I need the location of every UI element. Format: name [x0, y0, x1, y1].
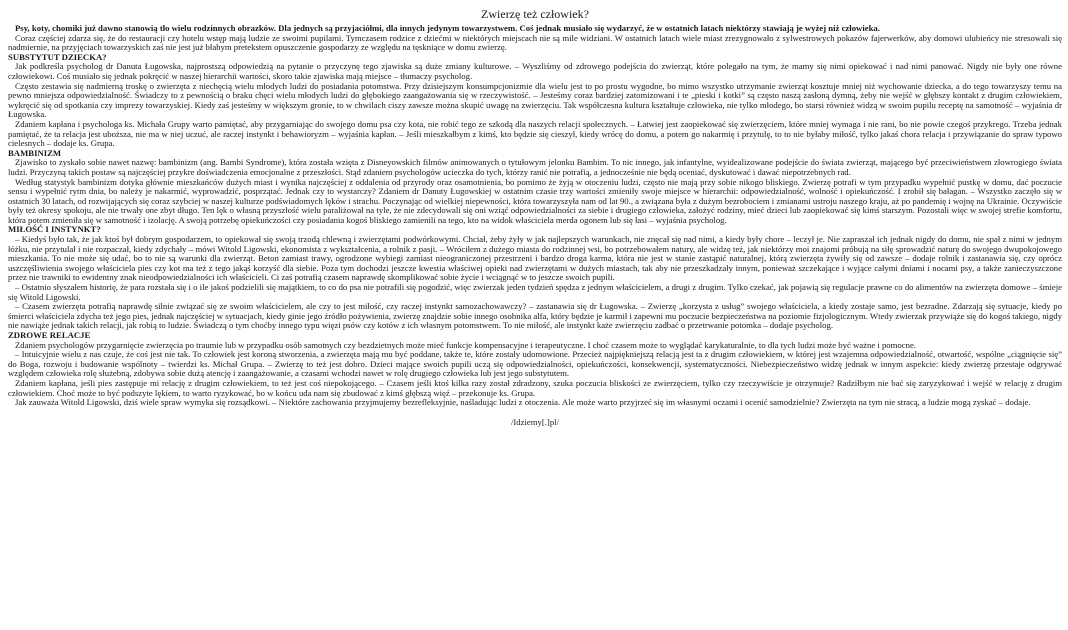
article-paragraph: Jak podkreśla psycholog dr Danuta Ługowska, najprostszą odpowiedzią na pytanie o przyczynę tego zjawiska są duże zmiany kulturowe. – Wyszliśmy od zdrowego podejścia do zwierząt, które polegało na tym, że mamy się nimi opiekować i nad nimi panować. Nigdy nie były one równe człowiekowi. Coś musiało się jednak pokręcić w naszej hierarchii wartości, skoro takie zjawiska mają miejsce – tłumaczy psycholog.	[8, 61, 1062, 81]
section-heading: ZDROWE RELACJE	[8, 330, 91, 340]
page-title: Zwierzę też człowiek?	[481, 7, 589, 21]
article-paragraph: Według statystyk bambinizm dotyka głównie mieszkańców dużych miast i wynika najczęściej z oddalenia od przyrody oraz osamotnienia, bo pomimo że żyją w otoczeniu ludzi, często nie mają przy sobie nikogo bliskiego. Zwierzę potrafi w tym przypadku wypełnić pustkę w domu, dać poczucie sensu i wypełnić rytm dnia, bo należy je nakarmić, wyprowadzić, posprzątać. Jednak czy to wystarczy? Zdaniem dr Danuty Ługowskiej w ostatnim czasie trzy wartości zmieniły swoje miejsce w hierarchii: odpowiedzialność, wolność i opiekuńczość. I zrobił się bałagan. – Wszystko zaczęło się w ostatnich 30 latach, od rozwijających się coraz szybciej w naszej kulturze podświadomych lęków i strachu. Poczynając od wielkiej niepewności, która towarzyszyła nam od lat 90., a związana była z dużym bezrobociem i zmianami ustroju naszego kraju, aż po pandemię i wojnę na Ukrainie. Oczywiście były też okresy spokoju, ale nie trwały one zbyt długo. Ten lęk o własną przyszłość wielu paraliżował na tyle, że nie zdecydowali się oni wziąć odpowiedzialności za siebie i drugiego człowieka, założyć rodziny, mieć dzieci lub zaopiekować się kimś starszym. Pozostali więc w swojej strefie komfortu, która potem zmieniła się w samotność i izolację. A swoją potrzebę opiekuńczości czy posiadania kogoś bliskiego zamienili na tego, kto na widok właściciela merda ogonem lub się łasi – wyjaśnia psycholog.	[8, 176, 1062, 225]
section-heading: MIŁOŚĆ I INSTYNKT?	[8, 224, 101, 235]
article-paragraph: Często zestawia się nadmierną troskę o zwierzęta z niechęcią wielu młodych ludzi do posiadania potomstwa. Przy dzisiejszym konsumpcjonizmie dla wielu jest to po prostu wygodne, bo mimo wszystko utrzymanie zwierząt kosztuje mniej niż wychowanie dziecka, a do tego towarzyszy temu na pewno mniejsza odpowiedzialność. Świadczy to z pewnością o braku chęci wielu młodych ludzi do głębokiego zaangażowania się w rzeczywistość. – Jesteśmy coraz bardziej zatomizowani i te „pieski i kotki” są często naszą zasłoną dymną, żeby nie wejść w głębszy kontakt z drugim człowiekiem, wykręcić się od spotkania czy imprezy towarzyskiej. Kiedy zaś jesteśmy w większym gronie, to w chwilach ciszy zawsze można skupić uwagę na zwierzęciu. Tak współczesna kultura kształtuje człowieka, nie tylko młodego, bo starsi również widzą w swoim pupilu receptę na samotność – wyjaśnia dr Ługowska.	[8, 80, 1062, 120]
article-paragraph: Zdaniem kapłana, jeśli pies zastępuje mi relację z drugim człowiekiem, to też jest coś niepokojącego. – Czasem jeśli ktoś kilka razy został zdradzony, szuka poczucia bliskości ze zwierzęciem, tylko czy rzeczywiście je otrzymuje? Radziłbym nie bać się zaryzykować i wejść w relację z drugim człowiekiem. Choć może to być podszyte lękiem, to warto ryzykować, bo w końcu uda nam się zbudować z kimś głębszą więź – przekonuje ks. Grupa.	[8, 377, 1062, 398]
article-paragraph: – Kiedyś było tak, że jak ktoś był dobrym gospodarzem, to opiekował się swoją trzodą chlewną i zwierzętami podwórkowymi. Chciał, żeby żyły w jak najlepszych warunkach, nie znęcał się nad nimi, a kiedy były chore – leczył je. Nie zapraszał ich jednak nigdy do domu, nie spał z nimi w jednym łóżku, nie przytulał i nie rozpaczał, kiedy zdychały – mówi Witold Ligowski, ekonomista z wykształcenia, a rolnik z pasji. – Wróciłem z dużego miasta do rodzinnej wsi, bo potrzebowałem natury, ale widzę też, jak niektórzy moi znajomi próbują na siłę sprowadzić naturę do swojego dwupokojowego mieszkania. To nie może się udać, bo to nie są warunki dla zwierząt. Beton zamiast trawy, ogrodzone wybiegi zamiast nieograniczonej przestrzeni i bardzo droga karma, która nie jest w stanie zastąpić naturalnej, którą zwierzęta żywiły się od zawsze – dodaje rolnik i zastanawia się, czy oprócz uszczęśliwienia swojego właściciela pies czy kot ma też z tego jakąś korzyść dla siebie. Poza tym dochodzi jeszcze kwestia właściwej opieki nad zwierzętami w dużych miastach, tak aby nie przeszkadzały innym, ponieważ szczekające i wyjące całymi dniami i nocami psy, a także zanieczyszczone przez nie trawniki to ewidentny znak nieodpowiedzialności ich właścicieli. Ci zaś potrafią czasem naprawdę skomplikować sobie życie i wciągnąć w to jeszcze swoich pupili.	[8, 234, 1062, 283]
article-lead: Psy, koty, chomiki już dawno stanowią tło wielu rodzinnych obrazków. Dla jednych są przyjaciółmi, dla innych jedynym towarzystwem. Coś jednak musiało się wydarzyć, że w ostatnich latach niektórzy stawiają je wyżej niż człowieka.	[15, 23, 880, 33]
article-paragraph: – Czasem zwierzęta potrafią naprawdę silnie związać się ze swoim właścicielem, ale czy to jest miłość, czy raczej instynkt samozachowawczy? – zastanawia się dr Ługowska. – Zwierzę „korzysta z usług” swojego właściciela, a kiedy zostaje samo, jest bezradne. Zdarzają się sytuacje, kiedy po śmierci właściciela zdycha też jego pies, jednak najczęściej w sytuacjach, kiedy ginie jego źródło pożywienia, zwierzę znajdzie sobie innego osobnika alfa, który będzie je karmił i zapewni mu poczucie bezpieczeństwa na poziomie fizjologicznym. Wtedy zwierzak przywiąże się do kogoś takiego, nigdy nie nawiąże jednak takich relacji, jak robią to ludzie. Świadczą o tym choćby innego typu więzi psów czy kotów z ich własnym potomstwem. To nie miłość, ale instynkt każe zwierzęciu zadbać o przetrwanie potomka – dodaje psycholog.	[8, 301, 1062, 331]
article-body	[8, 34, 1062, 408]
article-paragraph: – Intuicyjnie wielu z nas czuje, że coś jest nie tak. To człowiek jest koroną stworzenia, a zwierzęta mają mu być poddane, także te, które zostały udomowione. Przecież najpiękniejszą relacją jest ta z drugim człowiekiem, w której jest wzajemna odpowiedzialność, otwartość, wspólne „ciągnięcie się” do Boga, rozwoju i budowanie wspólnoty – twierdzi ks. Michał Grupa. – Zwierzę to też jest dobro. Dzieci mające swoich pupili uczą się odpowiedzialności, opiekuńczości, konsekwencji, systematyczności. Niebezpieczeństwo widzę jednak w innym aspekcie: kiedy zwierzę przestaje odgrywać względem człowieka rolę służebną, zdobywa sobie dużą atencję i zaangażowanie, a czasami wchodzi nawet w rolę drugiego człowieka lub jest jego substytutem.	[8, 349, 1062, 379]
article-paragraph: Zdaniem psychologów przygarnięcie zwierzęcia po traumie lub w przypadku osób samotnych czy bezdzietnych może mieć funkcje kompensacyjne i terapeutyczne. I choć czasem może to wyglądać karykaturalnie, to dla tych ludzi może być ważne i pomocne.	[15, 339, 916, 350]
article-paragraph: Coraz częściej zdarza się, że do restauracji czy hotelu wstęp mają ludzie ze swoimi pupilami. Tymczasem rodzice z dziećmi w niektórych miejscach nie są mile widziani. W ostatnich latach wiele miast zrezygnowało z sylwestrowych pokazów fajerwerków, aby domowi ulubieńcy nie stresowali się nadmiernie, na przyjęciach towarzyskich zaś nie jest już błahym pretekstem opuszczenie gospodarzy ze względu na tęskniące w domu zwierzę.	[8, 32, 1062, 53]
article-paragraph: Zjawisko to zyskało sobie nawet nazwę: bambinizm (ang. Bambi Syndrome), która została wzięta z Disneyowskich filmów animowanych o tytułowym jelonku Bambim. To nic innego, jak infantylne, wyidealizowane podejście do świata zwierząt, mającego być przeciwieństwem złowrogiego świata ludzi. Przyczyną takich postaw są najczęściej przykre doświadczenia emocjonalne z przeszłości. Stąd zdaniem psychologów ucieczka do tych, którzy ranić nie potrafią, a jednocześnie nie będą oceniać, dyskutować i dawać niepotrzebnych rad.	[8, 157, 1062, 177]
source-attribution: /Idziemy[.]pl/	[510, 416, 559, 427]
article-paragraph: Zdaniem kapłana i psychologa ks. Michała Grupy warto pamiętać, aby przygarniając do swojego domu psa czy kota, nie robić tego ze szkodą dla naszych relacji społecznych. – Łatwiej jest zaopiekować się zwierzęciem, które mniej wymaga i nie rani, bo nie powie czegoś przykrego. Trzeba jednak pamiętać, że ta relacja jest uboższa, nie ma w niej uczuć, ale raczej instynkt i behawioryzm – wyjaśnia kapłan. – Jeśli mieszkałbym z kimś, kto będzie się cieszył, kiedy wrócę do domu, a potem go nakarmię i przytulę, to to nie byłaby miłość, tylko jakaś chora relacja i przywiązanie do spraw typowo cielesnych – dodaje ks. Grupa.	[8, 118, 1062, 149]
section-heading: BAMBINIZM	[8, 147, 62, 158]
article-paragraph: – Ostatnio słyszałem historię, że para rozstała się i o ile jakoś podzielili się majątkiem, to co do psa nie potrafili się pogodzić, więc zwierzak jeden tydzień spędza z jednym właścicielem, a drugi z drugim. Tylko czekać, jak pojawią się regulacje prawne co do alimentów na zwierzęta domowe – śmieje się Witold Ligowski.	[8, 282, 1062, 302]
section-heading: SUBSTYTUT DZIECKA?	[8, 51, 107, 62]
article-paragraph: Jak zauważa Witold Ligowski, dziś wiele spraw wymyka się rozsądkowi. – Niektóre zachowania przyjmujemy bezrefleksyjnie, naśladując ludzi z otoczenia. Ale może warto przyjrzeć się im własnymi oczami i ocenić samodzielnie? Zwierzęta na tym nie stracą, a ludzie mogą zyskać – dodaje.	[15, 397, 1031, 408]
